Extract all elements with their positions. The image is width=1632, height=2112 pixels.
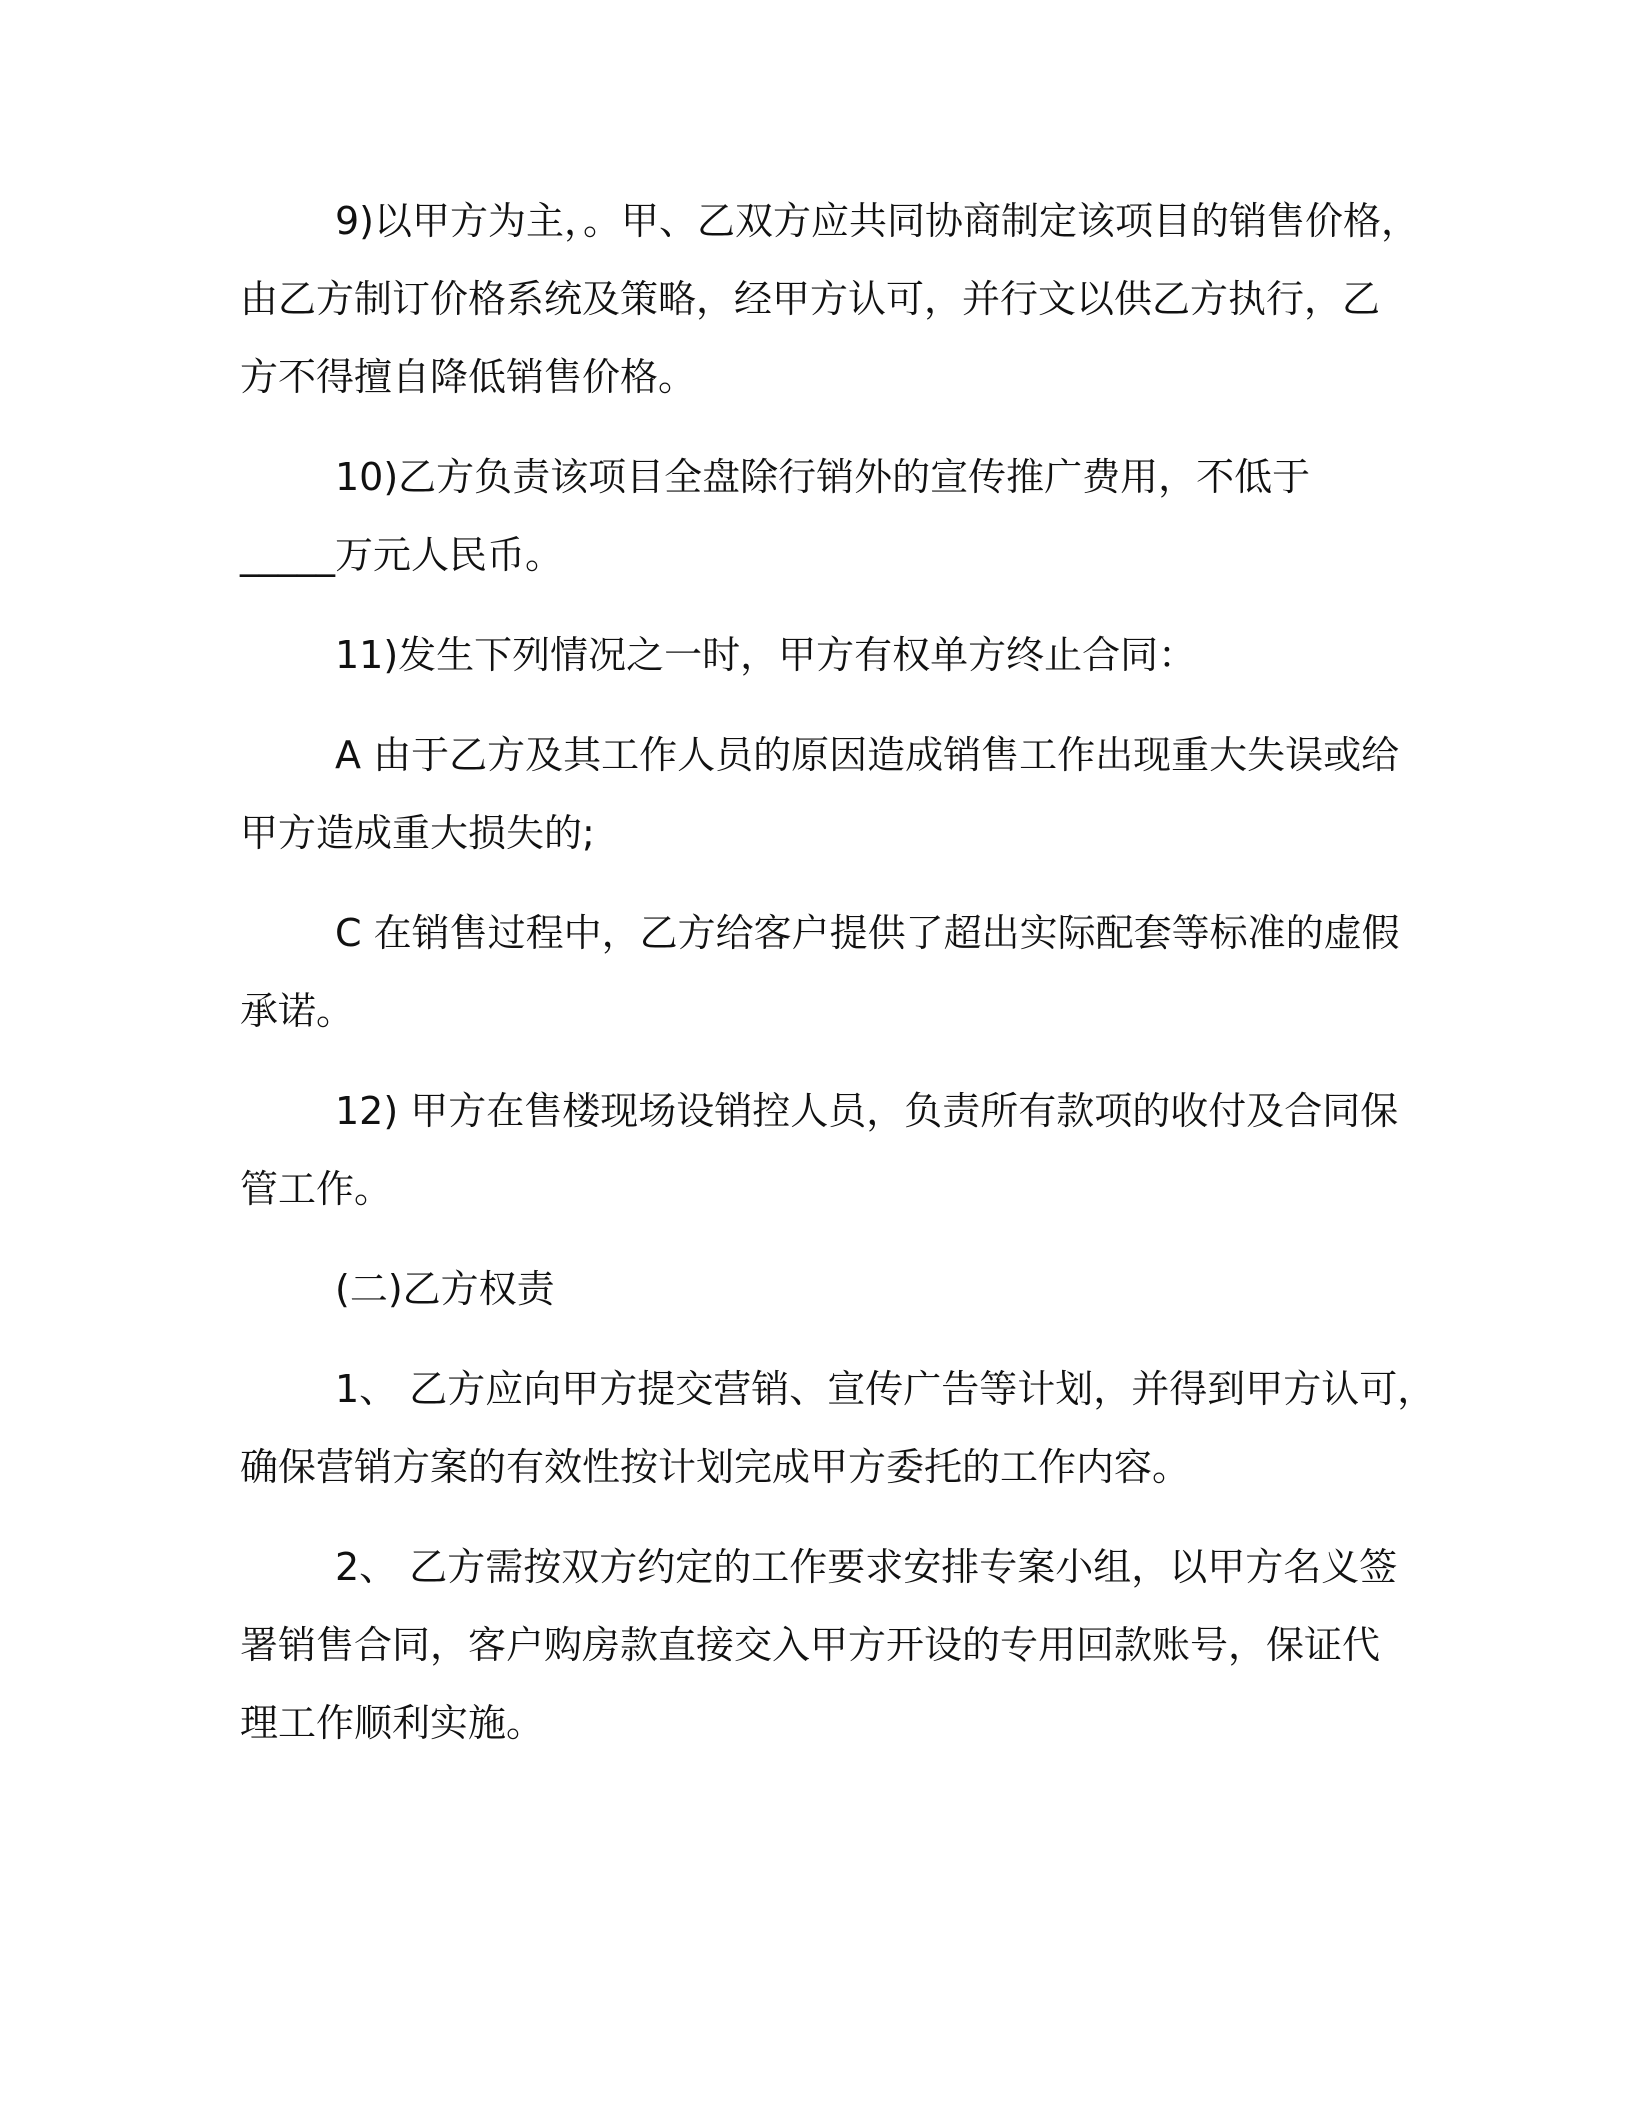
text-line: 12) 甲方在售楼现场设销控人员，负责所有款项的收付及合同保 (335, 1089, 1399, 1133)
text-line: 理工作顺利实施。 (240, 1701, 545, 1745)
text-line: 管工作。 (240, 1167, 393, 1211)
text-line: 9)以甲方为主，。甲、乙双方应共同协商制定该项目的销售价格， (335, 199, 1420, 243)
text-line: C 在销售过程中，乙方给客户提供了超出实际配套等标准的虚假 (335, 911, 1400, 955)
section-heading (240, 1250, 1400, 1328)
clause-11 (240, 616, 1400, 694)
clause-11-item-c (240, 894, 1400, 1050)
section-title: (二)乙方权责 (335, 1267, 555, 1311)
party-b-item-2 (240, 1528, 1400, 1762)
text-line: 方不得擅自降低销售价格。 (240, 355, 697, 399)
document-body (240, 182, 1436, 1784)
text-line: 甲方造成重大损失的; (240, 811, 595, 855)
party-b-item-1 (240, 1350, 1436, 1506)
clause-9 (240, 182, 1420, 416)
text-line: 10)乙方负责该项目全盘除行销外的宣传推广费用，不低于 (335, 455, 1311, 499)
text-line: 2、 乙方需按双方约定的工作要求安排专案小组，以甲方名义签 (335, 1545, 1398, 1589)
text-line: 承诺。 (240, 989, 355, 1033)
text-line: _____万元人民币。 (240, 533, 564, 577)
text-line: 1、 乙方应向甲方提交营销、宣传广告等计划，并得到甲方认可， (335, 1367, 1436, 1411)
clause-10 (240, 438, 1400, 594)
clause-11-item-a (240, 716, 1400, 872)
text-line: 确保营销方案的有效性按计划完成甲方委托的工作内容。 (240, 1445, 1191, 1489)
text-line: 署销售合同，客户购房款直接交入甲方开设的专用回款账号，保证代 (240, 1623, 1381, 1667)
text-line: 11)发生下列情况之一时，甲方有权单方终止合同： (335, 633, 1197, 677)
clause-12 (240, 1072, 1400, 1228)
text-line: A 由于乙方及其工作人员的原因造成销售工作出现重大失误或给 (335, 733, 1400, 777)
text-line: 由乙方制订价格系统及策略，经甲方认可，并行文以供乙方执行，乙 (240, 277, 1381, 321)
